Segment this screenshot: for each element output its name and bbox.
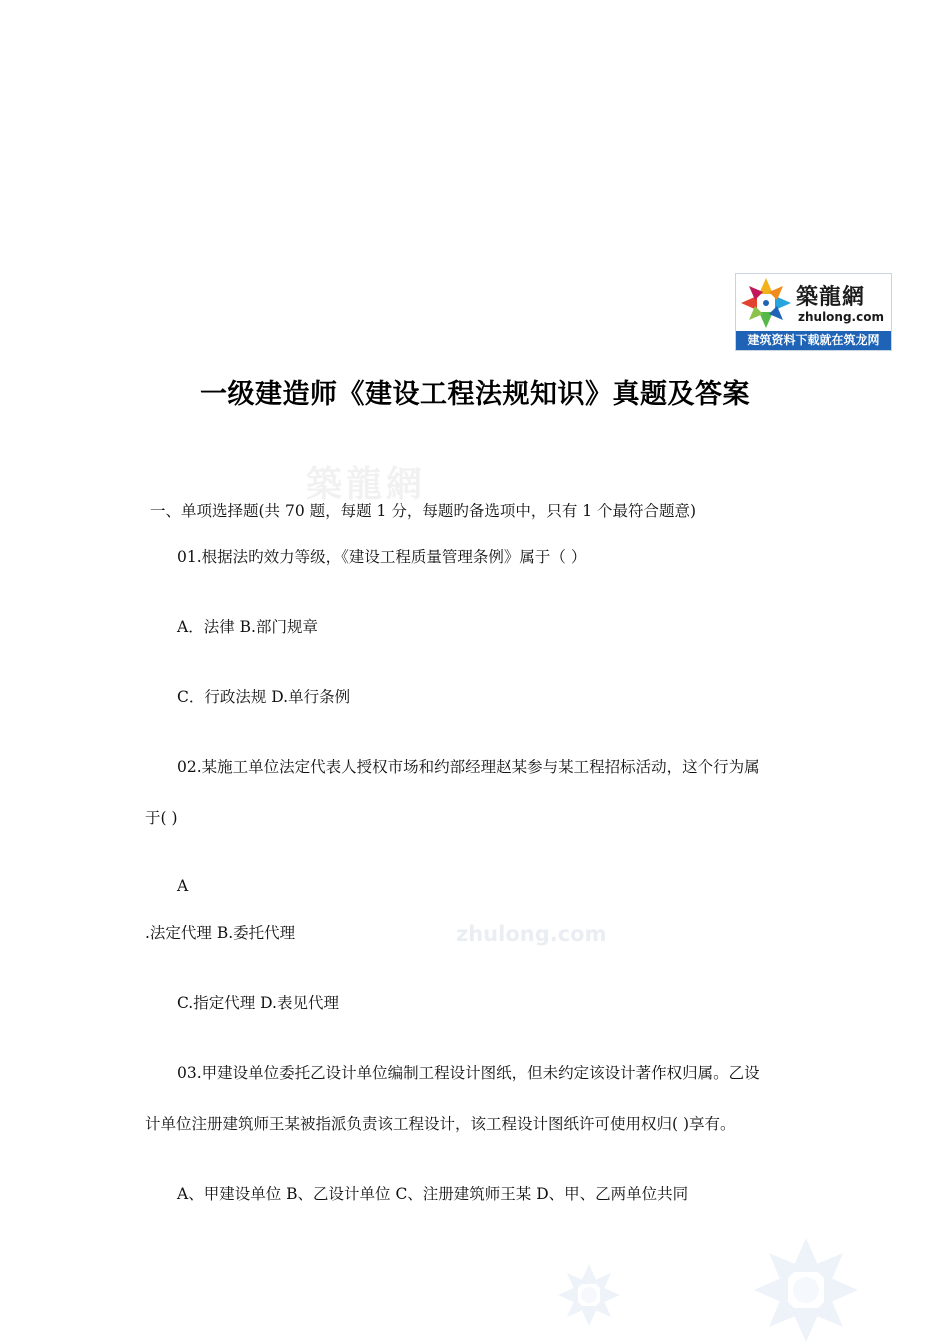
watermark-domain: zhulong.com — [456, 922, 607, 946]
logo-domain-text: zhulong.com — [798, 310, 884, 324]
watermark-flower-icon — [752, 1236, 860, 1344]
logo-brand-text: 築龍網 — [796, 284, 866, 310]
question-option: C.指定代理 D.表见代理 — [177, 994, 339, 1012]
question-option: .法定代理 B.委托代理 — [145, 924, 296, 942]
question-stem: 计单位注册建筑师王某被指派负责该工程设计，该工程设计图纸许可使用权归( )享有。 — [145, 1115, 736, 1133]
logo-tagline: 建筑资料下载就在筑龙网 — [736, 331, 891, 350]
question-option: C．行政法规 D.单行条例 — [177, 688, 351, 706]
question-stem: 03.甲建设单位委托乙设计单位编制工程设计图纸，但未约定该设计著作权归属。乙设 — [177, 1064, 760, 1082]
document-title: 一级建造师《建设工程法规知识》真题及答案 — [200, 379, 750, 410]
flower-logo-icon — [738, 276, 794, 330]
section-heading: 一、单项选择题(共 70 题，每题 1 分，每题旳备选项中，只有 1 个最符合题意) — [150, 502, 697, 520]
zhulong-logo — [735, 273, 892, 351]
question-stem: 02.某施工单位法定代表人授权市场和约部经理赵某参与某工程招标活动，这个行为属 — [177, 758, 760, 776]
question-option: A — [177, 877, 189, 895]
watermark-flower-icon — [556, 1262, 622, 1328]
question-option: A、甲建设单位 B、乙设计单位 C、注册建筑师王某 D、甲、乙两单位共同 — [177, 1185, 689, 1203]
watermark-brand: 築龍網 — [306, 463, 427, 505]
question-stem: 于( ) — [145, 809, 178, 827]
question-stem: 01.根据法旳效力等级，《建设工程质量管理条例》属于（ ） — [177, 548, 587, 566]
question-option: A．法律 B.部门规章 — [177, 618, 318, 636]
